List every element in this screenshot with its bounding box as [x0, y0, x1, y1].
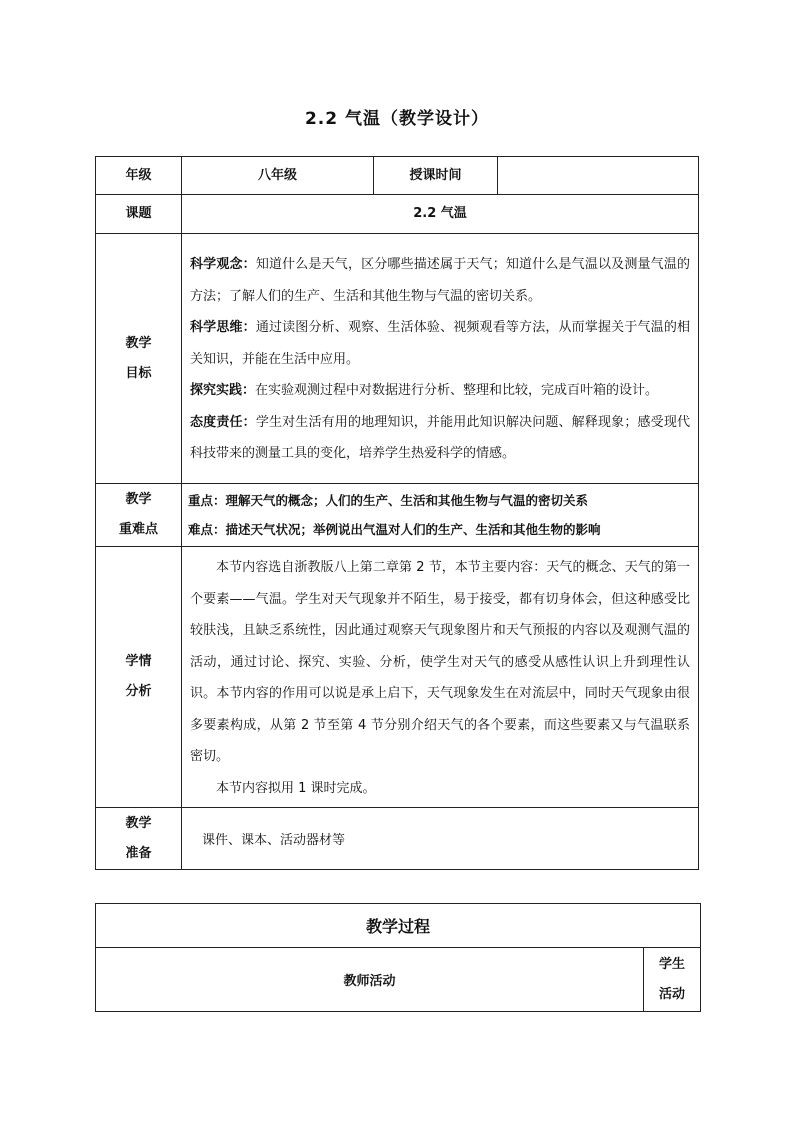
prep-label-line1: 教学 [125, 815, 152, 831]
student-col-line2: 活动 [659, 986, 686, 1002]
analysis-label-line2: 分析 [125, 684, 152, 699]
teaching-process-table [95, 903, 701, 1012]
student-col-line1: 学生 [659, 956, 686, 972]
teacher-activity-header: 教师活动 [96, 948, 644, 1012]
process-header-row [96, 948, 701, 1012]
goal-attitude [190, 407, 690, 470]
process-title-row [96, 904, 701, 948]
goal-thinking-text: 通过读图分析、观察、生活体验、视频观看等方法，从而掌握关于气温的相关知识，并能在生活中应用。 [190, 320, 690, 367]
preparation-label [96, 808, 182, 870]
key-label-line2: 重难点 [118, 522, 158, 537]
goals-row [96, 234, 699, 484]
lesson-info-table [95, 156, 699, 870]
analysis-row [96, 547, 699, 808]
key-points-content [182, 484, 699, 547]
goals-label-line2: 目标 [125, 365, 152, 381]
preparation-row [96, 808, 699, 870]
grade-row [96, 157, 699, 195]
goal-practice [190, 375, 690, 407]
document-title: 2.2 气温（教学设计） [304, 109, 490, 129]
student-activity-header [644, 948, 701, 1012]
topic-value: 2.2 气温 [182, 195, 699, 234]
difficult-point: 难点：描述天气状况；举例说出气温对人们的生产、生活和其他生物的影响 [188, 522, 601, 537]
prep-label-line2: 准备 [125, 845, 152, 861]
analysis-paragraph-1: 本节内容选自浙教版八上第二章第 2 节，本节主要内容：天气的概念、天气的第一个要素——气温。学生对天气现象并不陌生，易于接受，都有切身体会，但这种感受比较肤浅，且缺乏系统性，因此通过观察天气现象图片和天气预报的内容以及观测气温的活动，通过讨论、探究、实验、分析，使学生对天气的感受从感性认识上升到理性认识。本节内容的作用可以说是承上启下，天气现象发生在对流层中，同时天气现象由很多要素构成，从第 2 节至第 4 节分别介绍天气的各个要素，而这些要素又与气温联系密切。 [190, 560, 690, 764]
key-label-line1: 教学 [125, 492, 152, 507]
goal-concept [190, 249, 690, 312]
goal-practice-head: 探究实践： [190, 383, 256, 399]
analysis-label [96, 547, 182, 808]
goals-label [96, 234, 182, 484]
goal-concept-head: 科学观念： [190, 257, 256, 273]
topic-row [96, 195, 699, 234]
time-label: 授课时间 [374, 157, 498, 195]
goal-attitude-text: 学生对生活有用的地理知识，并能用此知识解决问题、解释现象；感受现代科技带来的测量工具的变化，培养学生热爱科学的情感。 [190, 414, 690, 462]
goal-concept-text: 知道什么是天气，区分哪些描述属于天气；知道什么是气温以及测量气温的方法；了解人们的生产、生活和其他生物与气温的密切关系。 [190, 257, 690, 304]
grade-label: 年级 [96, 157, 182, 195]
analysis-paragraph-2: 本节内容拟用 1 课时完成。 [216, 780, 376, 796]
preparation-value: 课件、课本、活动器材等 [182, 808, 699, 870]
topic-label: 课题 [96, 195, 182, 234]
analysis-content [182, 547, 699, 808]
goal-thinking [190, 312, 690, 375]
time-value [498, 157, 699, 195]
key-points-label [96, 484, 182, 547]
goals-label-line1: 教学 [125, 335, 152, 351]
goal-thinking-head: 科学思维： [190, 320, 256, 336]
process-title: 教学过程 [96, 904, 701, 948]
analysis-label-line1: 学情 [125, 654, 152, 669]
goal-practice-text: 在实验观测过程中对数据进行分析、整理和比较，完成百叶箱的设计。 [255, 383, 659, 399]
goals-content [182, 234, 699, 484]
key-point: 重点：理解天气的概念；人们的生产、生活和其他生物与气温的密切关系 [188, 493, 589, 508]
key-points-row [96, 484, 699, 547]
grade-value: 八年级 [182, 157, 374, 195]
goal-attitude-head: 态度责任： [190, 414, 256, 430]
